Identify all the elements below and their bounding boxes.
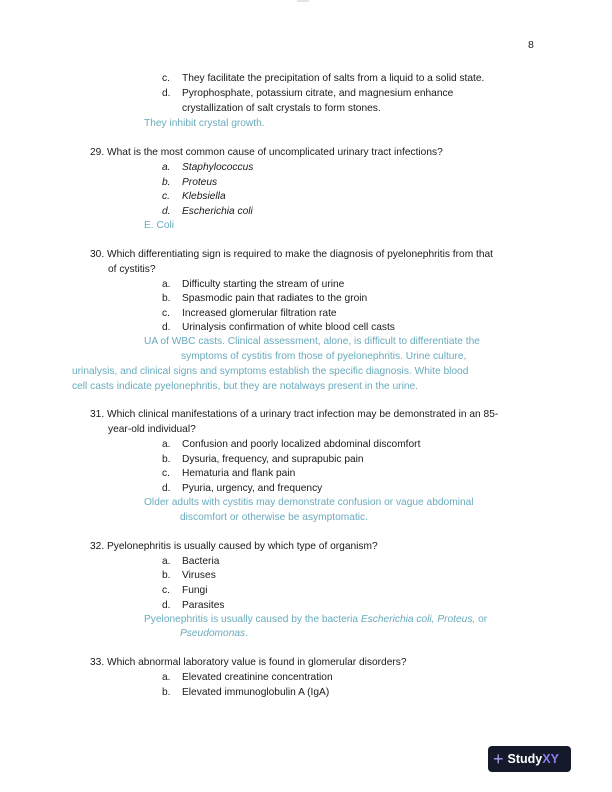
option-c: c. Hematuria and flank pain — [162, 468, 296, 479]
option-a: a. Bacteria — [162, 556, 220, 567]
option-b: b. Elevated immunoglobulin A (IgA) — [162, 687, 330, 698]
option-c: c. Klebsiella — [162, 191, 226, 202]
option-b: b. Spasmodic pain that radiates to the groin — [162, 293, 368, 304]
option-b: b. Proteus — [162, 177, 218, 188]
answer-text: Older adults with cystitis may demonstrate confusion or vague abdominal — [144, 497, 474, 508]
answer-text: discomfort or otherwise be asymptomatic. — [180, 512, 368, 523]
answer-text: Pseudomonas. — [180, 628, 248, 639]
option-a: a. Difficulty starting the stream of urine — [162, 279, 345, 290]
answer-text: UA of WBC casts. Clinical assessment, alone, is difficult to differentiate the — [144, 336, 480, 347]
question-30-cont: of cystitis? — [108, 264, 156, 275]
answer-text: E. Coli — [144, 220, 175, 231]
plus-icon: + — [493, 749, 504, 769]
page-top-mark — [297, 0, 309, 2]
option-b: b. Viruses — [162, 570, 216, 581]
option-d: d. Pyrophosphate, potassium citrate, and magnesium enhance — [162, 88, 454, 99]
question-31: 31. Which clinical manifestations of a urinary tract infection may be demonstrated in an 85- — [90, 409, 499, 420]
option-a: a. Staphylococcus — [162, 162, 254, 173]
option-b: b. Dysuria, frequency, and suprapubic pain — [162, 454, 364, 465]
option-d: d. Urinalysis confirmation of white blood cell casts — [162, 322, 395, 333]
answer-text: urinalysis, and clinical signs and symptoms establish the specific diagnosis. White blood — [72, 366, 469, 377]
option-d: d. Pyuria, urgency, and frequency — [162, 483, 323, 494]
option-c: c. Fungi — [162, 585, 208, 596]
page-number: 8 — [528, 39, 534, 51]
option-a: a. Elevated creatinine concentration — [162, 672, 333, 683]
question-32: 32. Pyelonephritis is usually caused by which type of organism? — [90, 541, 378, 552]
studyxy-badge[interactable] — [488, 746, 571, 772]
question-31-cont: year-old individual? — [108, 424, 196, 435]
answer-text: They inhibit crystal growth. — [144, 118, 265, 129]
option-d: d. Parasites — [162, 600, 225, 611]
question-29: 29. What is the most common cause of uncomplicated urinary tract infections? — [90, 147, 443, 158]
badge-name: Study — [507, 752, 543, 766]
badge-accent: XY — [542, 752, 559, 766]
question-33: 33. Which abnormal laboratory value is found in glomerular disorders? — [90, 657, 407, 668]
answer-text: Pyelonephritis is usually caused by the bacteria Escherichia coli, Proteus, or — [144, 614, 488, 625]
question-30: 30. Which differentiating sign is required to make the diagnosis of pyelonephritis from that — [90, 249, 494, 260]
option-c: c. Increased glomerular filtration rate — [162, 308, 337, 319]
option-c: c. They facilitate the precipitation of salts from a liquid to a solid state. — [162, 73, 485, 84]
option-a: a. Confusion and poorly localized abdominal discomfort — [162, 439, 421, 450]
option-d: d. Escherichia coli — [162, 206, 253, 217]
answer-text: symptoms of cystitis from those of pyelonephritis. Urine culture, — [181, 351, 467, 362]
option-d-cont: crystallization of salt crystals to form stones. — [182, 103, 381, 114]
answer-text: cell casts indicate pyelonephritis, but they are notalways present in the urine. — [72, 381, 419, 392]
